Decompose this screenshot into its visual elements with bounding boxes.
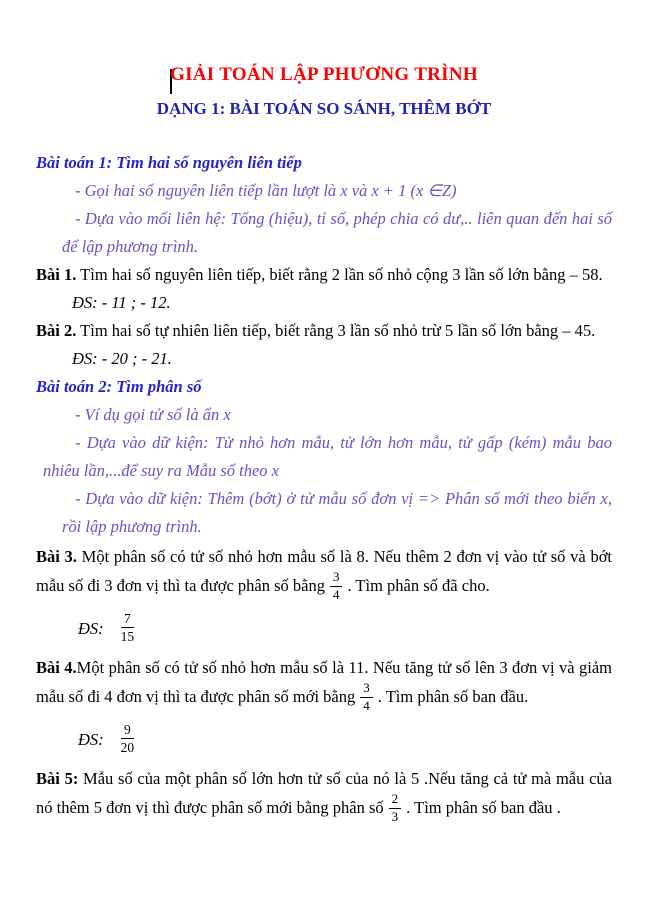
section-2-guide-2: - Dựa vào dữ kiện: Tử nhỏ hơn mẫu, tử lớn hơn mẫu, tử gấp (kém) mẫu bao nhiêu lần,...để suy ra Mẫu số theo x (43, 433, 612, 480)
fraction-3-4 (360, 681, 373, 714)
fraction-numerator: 3 (360, 681, 373, 698)
section-1-guide-2: - Dựa vào mối liên hệ: Tổng (hiệu), tỉ số, phép chia có dư,.. liên quan đến hai số để lập phương trình. (62, 209, 612, 256)
problem-3 (36, 543, 612, 604)
fraction-numerator: 7 (121, 611, 135, 629)
section-2-guide-3: - Dựa vào dữ kiện: Thêm (bớt) ở tử mẫu số đơn vị => Phân số mới theo biến x, rồi lập phương trình. (62, 489, 612, 536)
problem-3-label: Bài 3. (36, 547, 77, 566)
fraction-numerator: 9 (121, 722, 135, 740)
section-1-guide-1: - Gọi hai số nguyên liên tiếp lần lượt là x và x + 1 (x ∈Z) (75, 181, 457, 200)
fraction-denominator: 3 (391, 808, 399, 824)
page-title: GIẢI TOÁN LẬP PHƯƠNG TRÌNH (170, 64, 478, 85)
problem-5-text-after: . Tìm phân số ban đầu . (406, 798, 561, 818)
answer-3 (78, 612, 612, 646)
fraction-9-20 (121, 722, 135, 756)
problem-4-label: Bài 4. (36, 657, 77, 677)
problem-3-text-after: . Tìm phân số đã cho. (347, 576, 490, 596)
problem-2-label: Bài 2. (36, 321, 77, 340)
answer-1: ĐS: - 11 ; - 12. (72, 293, 171, 312)
problem-5 (36, 765, 612, 826)
problem-5-label: Bài 5: (36, 768, 79, 788)
answer-4 (78, 723, 612, 757)
fraction-denominator: 15 (120, 629, 135, 645)
fraction-7-15 (121, 611, 135, 645)
section-2-guide-1: - Ví dụ gọi tử số là ẩn x (75, 405, 231, 424)
answer-3-label: ĐS: (78, 618, 104, 638)
fraction-numerator: 2 (389, 792, 402, 809)
section-1-heading: Bài toán 1: Tìm hai số nguyên liên tiếp (36, 153, 302, 172)
fraction-2-3 (389, 792, 402, 825)
page-subtitle: DẠNG 1: BÀI TOÁN SO SÁNH, THÊM BỚT (156, 99, 492, 118)
fraction-numerator: 3 (330, 570, 343, 587)
answer-2: ĐS: - 20 ; - 21. (72, 349, 172, 368)
problem-1 (36, 261, 612, 289)
document-body[interactable] (36, 64, 612, 826)
fraction-denominator: 20 (120, 740, 135, 756)
problem-1-text: Tìm hai số nguyên liên tiếp, biết rằng 2 lần số nhỏ cộng 3 lần số lớn bằng – 58. (80, 265, 603, 284)
problem-2-text: Tìm hai số tự nhiên liên tiếp, biết rằng 3 lần số nhỏ trừ 5 lần số lớn bằng – 45. (80, 321, 596, 340)
fraction-denominator: 4 (363, 697, 370, 713)
fraction-denominator: 4 (332, 586, 340, 602)
problem-4 (36, 654, 612, 715)
section-2-heading: Bài toán 2: Tìm phân số (36, 377, 202, 396)
problem-4-text-after: . Tìm phân số ban đầu. (377, 687, 529, 707)
answer-4-label: ĐS: (78, 729, 104, 749)
problem-1-label: Bài 1. (36, 265, 77, 284)
problem-5-text-before: Mẫu số của một phân số lớn hơn tử số của nó là 5 .Nếu tăng cả tử mà mẫu của nó thêm 5 đơn vị thì được phân số mới bằng phân số (36, 768, 612, 818)
fraction-3-4 (330, 570, 343, 603)
problem-3-text-before: Một phân số có tử số nhỏ hơn mẫu số là 8. Nếu thêm 2 đơn vị vào tử số và bớt mẫu số đi 3 đơn vị thì ta được phân số bằng (36, 547, 612, 596)
problem-4-text-before: Một phân số có tử số nhỏ hơn mẫu số là 11. Nếu tăng tử số lên 3 đơn vị và giảm mẫu số đi 4 đơn vị thì ta được phân số mới bằng (36, 657, 612, 707)
problem-2 (36, 317, 612, 345)
